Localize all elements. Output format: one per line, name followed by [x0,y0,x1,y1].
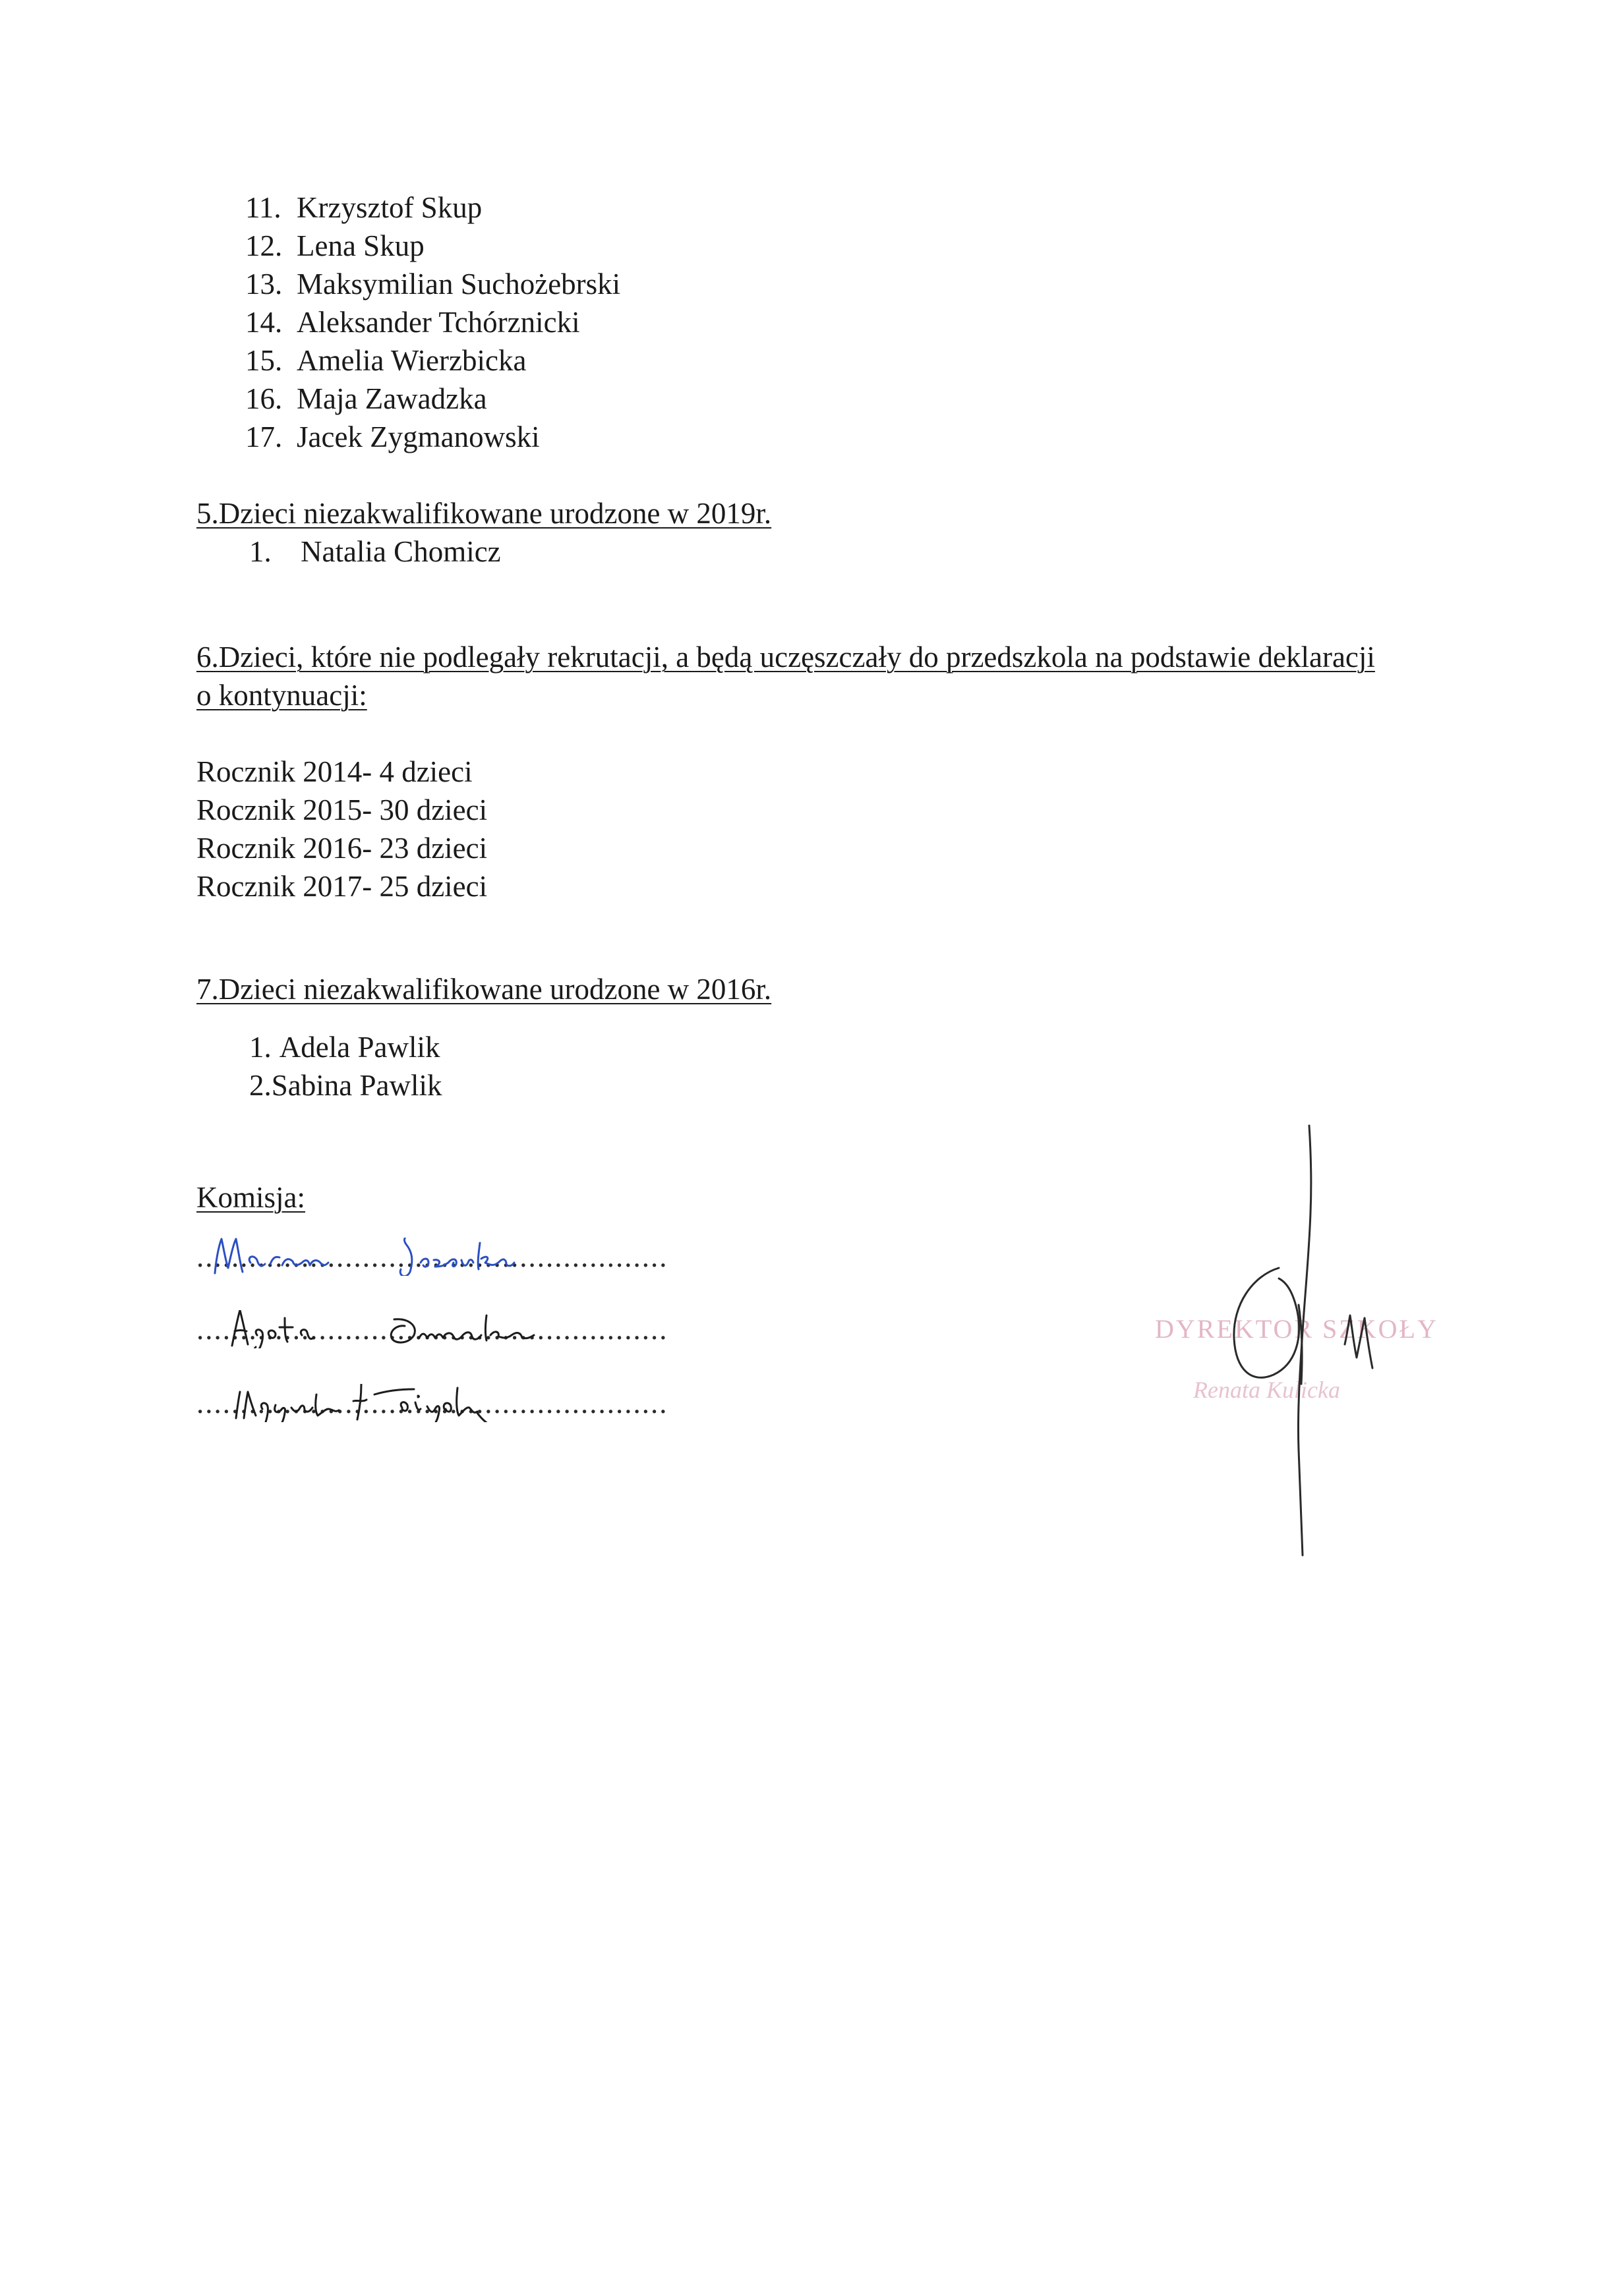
list-item-name: Aleksander Tchórznicki [297,306,580,339]
list-item-number: 1. [249,535,272,568]
list-item-name: Lena Skup [297,229,425,262]
stamp-name: Renata Kulicka [1193,1377,1340,1403]
list-item-name: Maja Zawadzka [297,382,487,415]
list-item-name: Amelia Wierzbicka [297,344,527,377]
rocznik-row: Rocznik 2015- 30 dzieci [196,793,488,826]
handwritten-signature-1 [196,1238,566,1276]
list-item [245,227,620,265]
list-item [249,1066,771,1105]
section-7 [196,970,771,1105]
signature-dots: ...................................................... [196,1313,668,1346]
list-item-number: 11. [245,191,281,224]
signature-dots: ...................................................... [196,1240,668,1273]
list-item-number: 12. [245,229,283,262]
list-item [245,418,620,456]
section-5 [196,494,771,571]
list-item [245,188,620,227]
commission-label [196,1178,305,1217]
list-item [245,341,620,380]
list-item-number: 17. [245,420,283,453]
handwritten-signature-2 [196,1310,566,1348]
list-item-number: 15. [245,344,283,377]
section-6-heading: 6.Dzieci, które nie podlegały rekrutacji, a będą uczęszczały do przedszkola na podstawie deklaracji o kontynuacji: [196,641,1375,712]
list-item-name: Krzysztof Skup [297,191,483,224]
handwritten-signature-3 [196,1384,592,1422]
list-item-number: 13. [245,268,283,301]
list-item [245,380,620,418]
list-item-name: Natalia Chomicz [301,535,501,568]
list-item-number: 16. [245,382,283,415]
list-item [245,265,620,303]
list-item [249,532,771,571]
signature-dots: ...................................................... [196,1387,668,1420]
list-item-name: Sabina Pawlik [271,1069,442,1102]
continued-list [245,188,620,456]
list-item [245,303,620,341]
list-item-name: Adela Pawlik [279,1031,440,1064]
list-item [249,1028,771,1066]
director-stamp [1147,1120,1450,1568]
list-item-name: Maksymilian Suchożebrski [297,268,621,301]
section-5-heading: 5.Dzieci niezakwalifikowane urodzone w 2019r. [196,497,772,530]
list-item-number: 2. [249,1069,272,1102]
section-6 [196,638,1383,905]
director-signature [1147,1120,1450,1568]
rocznik-row: Rocznik 2016- 23 dzieci [196,832,488,865]
list-item-number: 14. [245,306,283,339]
commission-label-text: Komisja: [196,1181,305,1214]
list-item-number: 1. [249,1031,272,1064]
stamp-title: DYREKTOR SZKOŁY [1155,1314,1438,1344]
rocznik-row: Rocznik 2017- 25 dzieci [196,870,488,903]
signature-line-3 [196,1384,737,1422]
signature-line-2 [196,1310,737,1348]
signature-line-1 [196,1238,737,1276]
list-item-name: Jacek Zygmanowski [297,420,540,453]
rocznik-row: Rocznik 2014- 4 dzieci [196,755,473,788]
section-7-heading: 7.Dzieci niezakwalifikowane urodzone w 2016r. [196,973,772,1006]
